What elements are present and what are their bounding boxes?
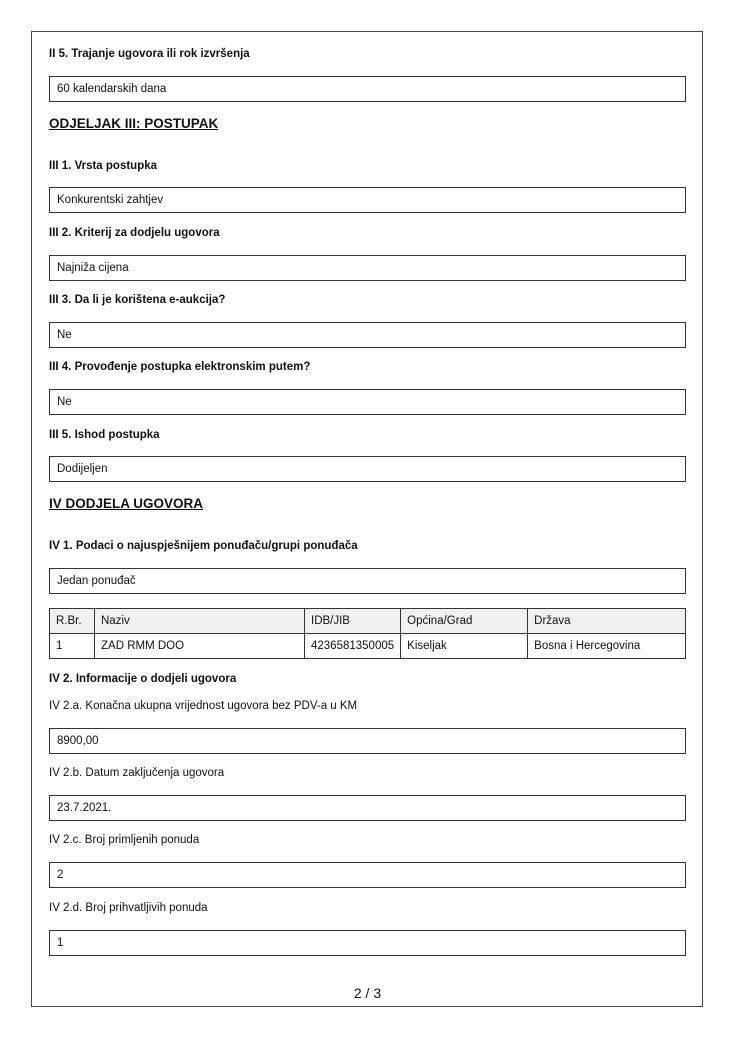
electronic-procedure-value: Ne bbox=[49, 389, 686, 415]
table-cell: 1 bbox=[50, 634, 95, 659]
duration-value: 60 kalendarskih dana bbox=[49, 76, 686, 102]
column-header: R.Br. bbox=[50, 609, 95, 634]
acceptable-offers-label: IV 2.d. Broj prihvatljivih ponuda bbox=[49, 902, 208, 914]
table-cell: Bosna i Hercegovina bbox=[528, 634, 686, 659]
column-header: IDB/JIB bbox=[305, 609, 401, 634]
bidders-table bbox=[49, 608, 686, 659]
e-auction-value: Ne bbox=[49, 322, 686, 348]
table-header-row bbox=[50, 609, 686, 634]
column-header: Općina/Grad bbox=[401, 609, 528, 634]
column-header: Država bbox=[528, 609, 686, 634]
award-criterion-value: Najniža cijena bbox=[49, 255, 686, 281]
bidders-label: IV 1. Podaci o najuspješnijem ponuđaču/grupi ponuđača bbox=[49, 540, 358, 552]
total-value-label: IV 2.a. Konačna ukupna vrijednost ugovora bez PDV-a u KM bbox=[49, 700, 358, 712]
table-cell: Kiseljak bbox=[401, 634, 528, 659]
section-4-title: IV DODJELA UGOVORA bbox=[49, 496, 204, 511]
electronic-procedure-label: III 4. Provođenje postupka elektronskim putem? bbox=[49, 361, 311, 373]
table-row bbox=[50, 634, 686, 659]
award-criterion-label: III 2. Kriterij za dodjelu ugovora bbox=[49, 227, 220, 239]
column-header: Naziv bbox=[95, 609, 305, 634]
duration-label: II 5. Trajanje ugovora ili rok izvršenja bbox=[49, 48, 250, 60]
e-auction-label: III 3. Da li je korištena e-aukcija? bbox=[49, 294, 226, 306]
award-info-label: IV 2. Informacije o dodjeli ugovora bbox=[49, 673, 237, 685]
page-frame bbox=[31, 31, 703, 1007]
table-cell: ZAD RMM DOO bbox=[95, 634, 305, 659]
outcome-value: Dodijeljen bbox=[49, 456, 686, 482]
bidders-value: Jedan ponuđač bbox=[49, 568, 686, 594]
procedure-type-value: Konkurentski zahtjev bbox=[49, 187, 686, 213]
section-3-title: ODJELJAK III: POSTUPAK bbox=[49, 116, 219, 131]
contract-date-label: IV 2.b. Datum zaključenja ugovora bbox=[49, 767, 225, 779]
page-number: 2 / 3 bbox=[353, 985, 382, 1001]
received-offers-label: IV 2.c. Broj primljenih ponuda bbox=[49, 834, 200, 846]
received-offers-value: 2 bbox=[49, 862, 686, 888]
table-cell: 4236581350005 bbox=[305, 634, 401, 659]
contract-date-value: 23.7.2021. bbox=[49, 795, 686, 821]
outcome-label: III 5. Ishod postupka bbox=[49, 429, 160, 441]
acceptable-offers-value: 1 bbox=[49, 930, 686, 956]
procedure-type-label: III 1. Vrsta postupka bbox=[49, 160, 158, 172]
total-value-value: 8900,00 bbox=[49, 728, 686, 754]
